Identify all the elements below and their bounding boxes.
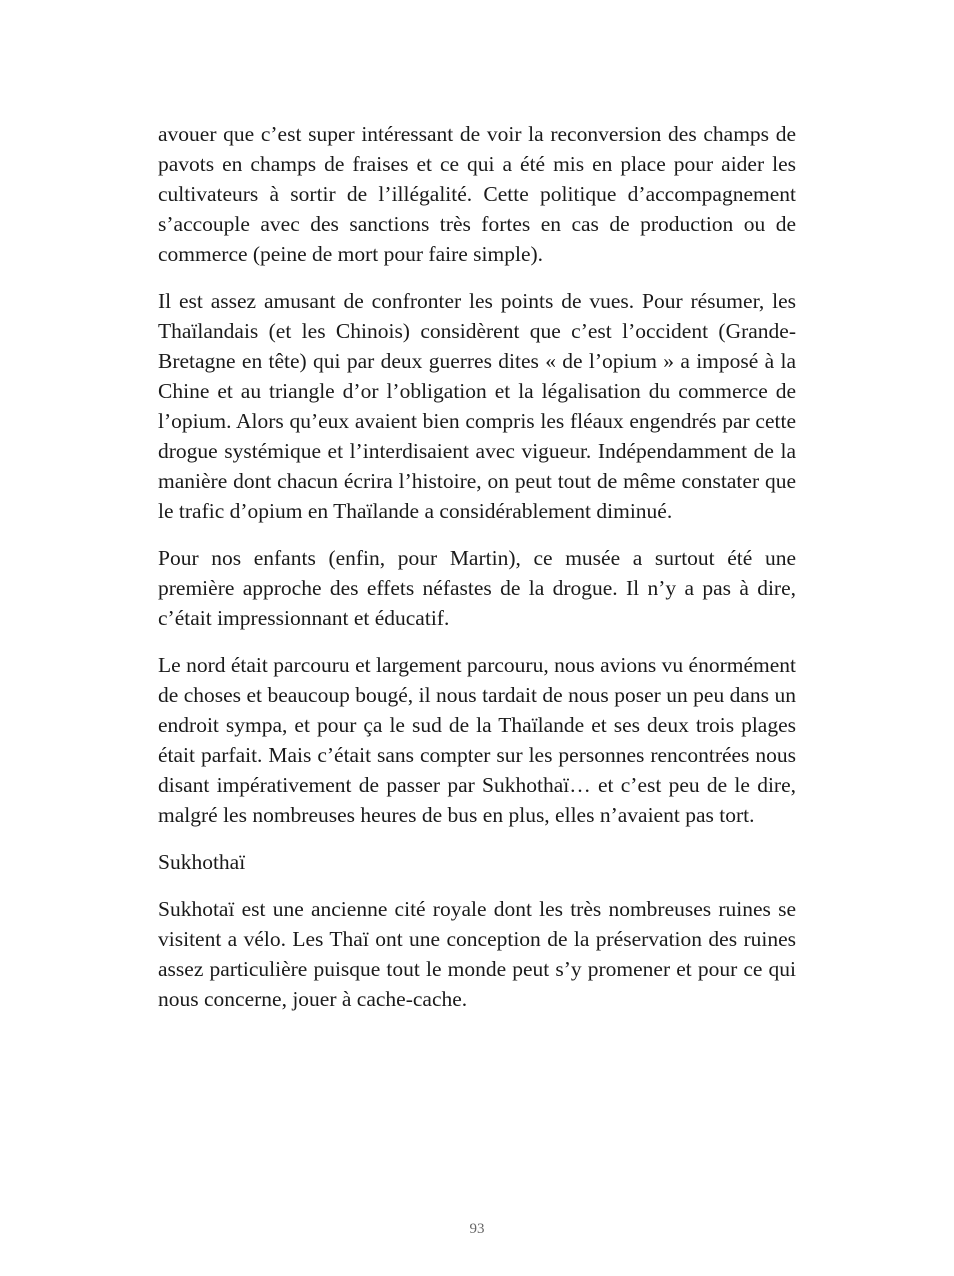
page-number: 93 xyxy=(469,1221,485,1237)
body-text xyxy=(158,119,796,1031)
paragraph-opium-wars: Il est assez amusant de confronter les points de vues. Pour résumer, les Thaïlandais (et les Chinois) considèrent que c’est l’occident (Grande-Bretagne en tête) qui par deux guerres dites « de l’opium » a imposé à la Chine et au triangle d’or l’obligation et la légalisation du commerce de l’opium. Alors qu’eux avaient bien compris les fléaux engendrés par cette drogue systémique et l’interdisaient avec vigueur. Indépendamment de la manière dont chacun écrira l’histoire, on peut tout de même constater que le trafic d’opium en Thaïlande a considérablement diminué. xyxy=(158,289,796,523)
paragraph-north-travel: Le nord était parcouru et largement parcouru, nous avions vu énormément de choses et beaucoup bougé, il nous tardait de nous poser un peu dans un endroit sympa, et pour ça le sud de la Thaïlande et ses deux trois plages était parfait. Mais c’était sans compter sur les personnes rencontrées nous disant impérativement de passer par Sukhothaï… et c’est peu de le dire, malgré les nombreuses heures de bus en plus, elles n’avaient pas tort. xyxy=(158,653,796,827)
section-heading-sukhothai: Sukhothaï xyxy=(158,850,246,874)
paragraph-poppy-fields: avouer que c’est super intéressant de voir la reconversion des champs de pavots en champs de fraises et ce qui a été mis en place pour aider les cultivateurs à sortir de l’illégalité. Cette politique d’accompagnement s’accouple avec des sanctions très fortes en cas de production ou de commerce (peine de mort pour faire simple). xyxy=(158,122,796,266)
paragraph-museum: Pour nos enfants (enfin, pour Martin), ce musée a surtout été une première approche des effets néfastes de la drogue. Il n’y a pas à dire, c’était impressionnant et éducatif. xyxy=(158,546,796,630)
paragraph-sukhothai-ruins: Sukhotaï est une ancienne cité royale dont les très nombreuses ruines se visitent a vélo. Les Thaï ont une conception de la préservation des ruines assez particulière puisque tout le monde peut s’y promener et pour ce qui nous concerne, jouer à cache-cache. xyxy=(158,897,796,1011)
